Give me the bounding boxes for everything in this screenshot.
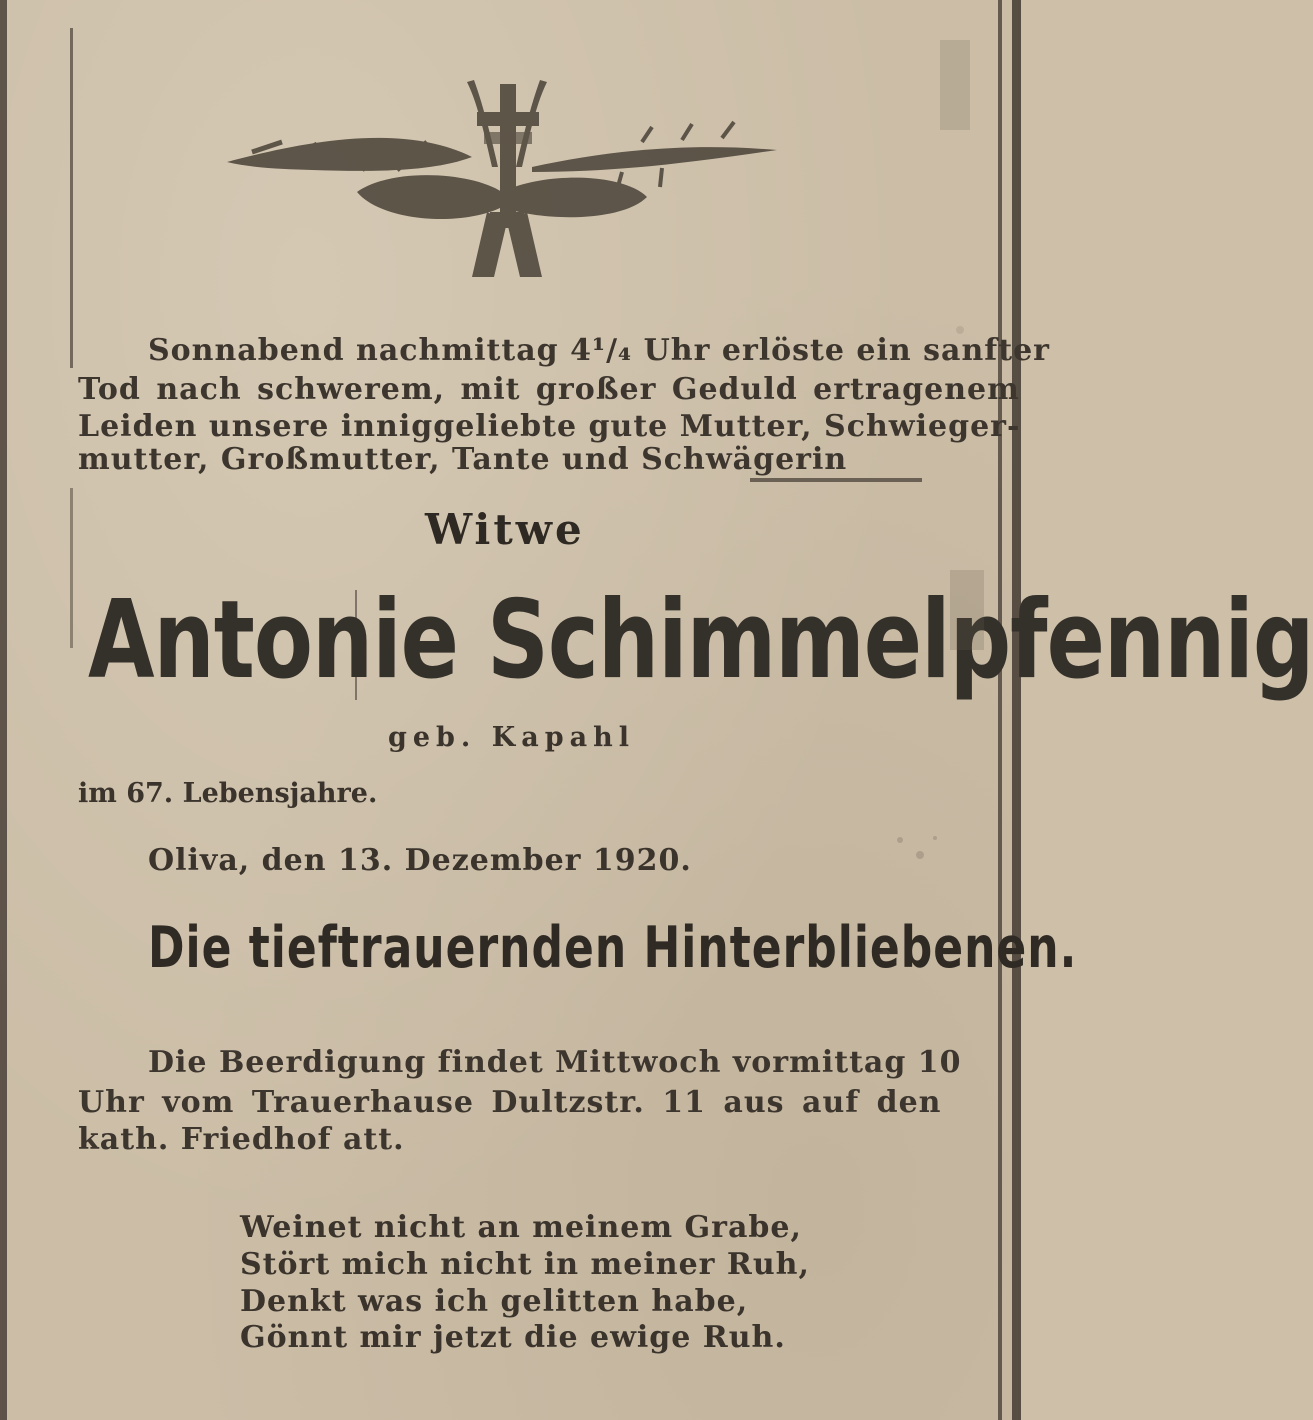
deceased-name: Antonie Schimmelpfennig [88, 578, 1313, 703]
verse-line-1: Weinet nicht an meinem Grabe, [240, 1210, 802, 1245]
age-line: im 67. Lebensjahre. [78, 778, 378, 809]
maiden-name: geb. Kapahl [388, 722, 635, 753]
title-prefix: Witwe [425, 505, 585, 554]
left-border-rule [0, 0, 7, 1420]
mourners-line: Die tieftrauernden Hinterbliebenen. [148, 915, 1078, 982]
verse-line-2: Stört mich nicht in meiner Ruh, [240, 1247, 810, 1282]
verse-line-4: Gönnt mir jetzt die ewige Ruh. [240, 1320, 786, 1355]
inner-left-rule-mid [70, 488, 73, 648]
ink-smudge-dots [880, 820, 960, 880]
funeral-line-3: kath. Friedhof att. [78, 1122, 405, 1157]
intro-line-4: mutter, Großmutter, Tante und Schwägerin [78, 442, 848, 477]
intro-line-1: Sonnabend nachmittag 4¹/₄ Uhr erlöste ein sanfter [148, 333, 1050, 368]
underline-rule [750, 478, 922, 482]
inner-left-rule-top [70, 28, 73, 368]
verse-line-3: Denkt was ich gelitten habe, [240, 1284, 749, 1319]
funeral-line-1: Die Beerdigung findet Mittwoch vormittag 10 [148, 1045, 962, 1080]
right-edge-rule [1012, 0, 1021, 1420]
intro-line-2: Tod nach schwerem, mit großer Geduld ertragenem [78, 372, 1020, 407]
place-date: Oliva, den 13. Dezember 1920. [148, 843, 692, 878]
intro-line-3: Leiden unsere inniggeliebte gute Mutter, Schwieger- [78, 409, 1021, 444]
ink-smudge-right [930, 30, 990, 650]
right-border-rule [998, 0, 1002, 1420]
cross-palm-wreath-icon [222, 72, 782, 287]
funeral-line-2: Uhr vom Trauerhause Dultzstr. 11 aus auf den [78, 1085, 942, 1120]
